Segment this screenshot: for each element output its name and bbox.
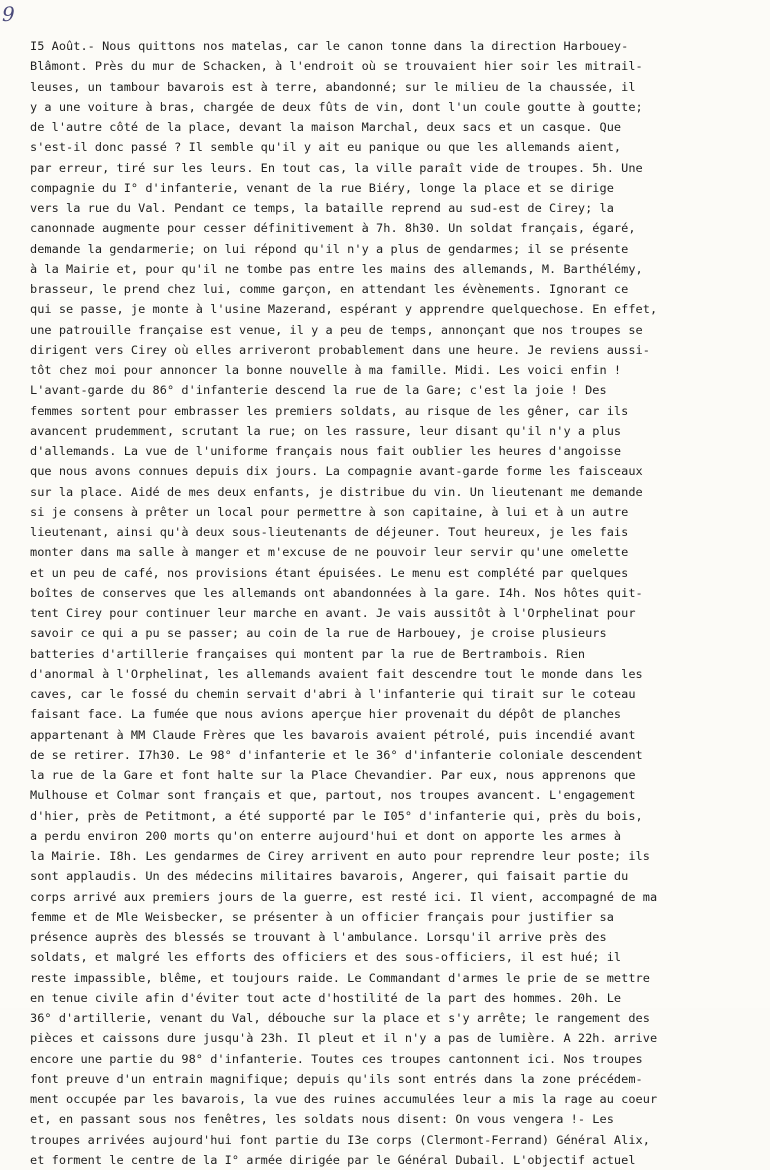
text-line: présence auprès des blessés se trouvant à l'ambulance. Lorsqu'il arrive près des: [30, 930, 607, 944]
text-line: soldats, et malgré les efforts des officiers et des sous-officiers, il est hué; il: [30, 950, 622, 965]
text-line: Blâmont. Près du mur de Schacken, à l'endroit où se trouvaient hier soir les mitrail-: [30, 59, 643, 74]
text-line: caves, car le fossé du chemin servait d'abri à l'infanterie qui tirait sur le coteau: [30, 687, 636, 701]
text-line: brasseur, le prend chez lui, comme garçon, en attendant les évènements. Ignorant ce: [30, 282, 629, 296]
text-line: en tenue civile afin d'éviter tout acte d'hostilité de la part des hommes. 20h. Le: [30, 990, 622, 1005]
text-line: et forment le centre de la I° armée dirigée par le Général Dubail. L'objectif actuel: [30, 1152, 636, 1167]
text-line: faisant face. La fumée que nous avions aperçue hier provenait du dépôt de planches: [30, 707, 622, 722]
text-line: font preuve d'un entrain magnifique; depuis qu'ils sont entrés dans la zone précédem-: [30, 1071, 643, 1086]
text-line: sur la place. Aidé de mes deux enfants, je distribue du vin. Un lieutenant me demande: [30, 484, 643, 499]
text-line: compagnie du I° d'infanterie, venant de la rue Biéry, longe la place et se dirige: [30, 180, 614, 195]
text-line: femmes sortent pour embrasser les premiers soldats, au risque de les gêner, car ils: [30, 403, 629, 418]
text-line: a perdu environ 200 morts qu'on enterre aujourd'hui et dont on apporte les armes à: [30, 828, 622, 843]
text-line: encore une partie du 98° d'infanterie. Toutes ces troupes cantonnent ici. Nos troupes: [30, 1051, 643, 1066]
text-line: appartenant à MM Claude Frères que les bavarois avaient pétrolé, puis incendié avant: [30, 727, 636, 742]
text-line: I5 Août.- Nous quittons nos matelas, car le canon tonne dans la direction Harbouey-: [30, 39, 629, 53]
text-line: s'est-il donc passé ? Il semble qu'il y ait eu panique ou que les allemands aient,: [30, 140, 622, 155]
text-line: pièces et caissons dure jusqu'à 23h. Il pleut et il n'y a pas de lumière. A 22h. arrive: [30, 1031, 658, 1046]
text-line: de se retirer. I7h30. Le 98° d'infanterie et le 36° d'infanterie coloniale descendent: [30, 747, 643, 762]
text-line: demande la gendarmerie; on lui répond qu'il n'y a plus de gendarmes; il se présente: [30, 241, 629, 256]
text-line: vers la rue du Val. Pendant ce temps, la bataille reprend au sud-est de Cirey; la: [30, 201, 614, 215]
text-line: tôt chez moi pour annoncer la bonne nouvelle à ma famille. Midi. Les voici enfin !: [30, 363, 622, 377]
text-line: la Mairie. I8h. Les gendarmes de Cirey arrivent en auto pour reprendre leur poste; ils: [30, 849, 650, 863]
text-line: troupes arrivées aujourd'hui font partie du I3e corps (Clermont-Ferrand) Général Alix,: [30, 1132, 650, 1147]
text-line: lieutenant, ainsi qu'à deux sous-lieutenants de déjeuner. Tout heureux, je les fais: [30, 525, 629, 539]
text-line: batteries d'artillerie françaises qui montent par la rue de Bertrambois. Rien: [30, 646, 586, 661]
text-line: y a une voiture à bras, chargée de deux fûts de vin, dont l'un coule goutte à goutte;: [30, 99, 643, 114]
text-line: Mulhouse et Colmar sont français et que, partout, nos troupes avancent. L'engagement: [30, 788, 636, 803]
text-line: L'avant-garde du 86° d'infanterie descend la rue de la Gare; c'est la joie ! Des: [30, 383, 607, 398]
text-line: ment occupée par les bavarois, la vue des ruines accumulées leur a mis la rage au coeur: [30, 1092, 658, 1106]
page-number: 9: [2, 2, 15, 26]
text-line: tent Cirey pour continuer leur marche en avant. Je vais aussitôt à l'Orphelinat pour: [30, 606, 636, 620]
text-line: d'hier, près de Petitmont, a été supporté par le I05° d'infanterie qui, près du bois,: [30, 808, 643, 823]
text-line: d'anormal à l'Orphelinat, les allemands avaient fait descendre tout le monde dans les: [30, 666, 643, 681]
text-line: dirigent vers Cirey où elles arriveront probablement dans une heure. Je reviens aussi-: [30, 342, 650, 357]
text-line: la rue de la Gare et font halte sur la Place Chevandier. Par eux, nous apprenons que: [30, 768, 636, 782]
text-line: sont applaudis. Un des médecins militaires bavarois, Angerer, qui faisait partie du: [30, 869, 629, 884]
text-line: avancent prudemment, scrutant la rue; on les rassure, leur disant qu'il n'y a plus: [30, 423, 622, 438]
text-line: boîtes de conserves que les allemands ont abandonnées à la gare. I4h. Nos hôtes quit-: [30, 585, 643, 600]
text-line: canonnade augmente pour cesser définitivement à 7h. 8h30. Un soldat français, égaré,: [30, 221, 636, 236]
text-line: monter dans ma salle à manger et m'excuse de ne pouvoir leur servir qu'une omelette: [30, 545, 629, 560]
text-line: reste impassible, blême, et toujours raide. Le Commandant d'armes le prie de se mettre: [30, 970, 650, 985]
text-line: savoir ce qui a pu se passer; au coin de la rue de Harbouey, je croise plusieurs: [30, 626, 607, 641]
text-line: leuses, un tambour bavarois est à terre, abandonné; sur le milieu de la chaussée, il: [30, 79, 636, 94]
text-line: femme et de Mle Weisbecker, se présenter à un officier français pour justifier sa: [30, 909, 614, 924]
text-line: de l'autre côté de la place, devant la maison Marchal, deux sacs et un casque. Que: [30, 120, 622, 134]
text-line: qui se passe, je monte à l'usine Mazerand, espérant y apprendre quelquechose. En effet,: [30, 302, 658, 317]
text-line: d'allemands. La vue de l'uniforme français nous fait oublier les heures d'angoisse: [30, 444, 622, 458]
text-line: à la Mairie et, pour qu'il ne tombe pas entre les mains des allemands, M. Barthélémy,: [30, 261, 643, 276]
text-line: si je consens à prêter un local pour permettre à son capitaine, à lui et à un autre: [30, 504, 629, 519]
text-line: par erreur, tiré sur les leurs. En tout cas, la ville paraît vide de troupes. 5h. Une: [30, 160, 643, 175]
text-line: que nous avons connues depuis dix jours. La compagnie avant-garde forme les faisceaux: [30, 464, 643, 479]
diary-text-block: [30, 36, 752, 1170]
text-line: et, en passant sous nos fenêtres, les soldats nous disent: On vous vengera !- Les: [30, 1112, 614, 1127]
text-line: 36° d'artillerie, venant du Val, débouche sur la place et s'y arrête; le rangement des: [30, 1011, 650, 1025]
text-line: et un peu de café, nos provisions étant épuisées. Le menu est complété par quelques: [30, 565, 629, 580]
text-line: corps arrivé aux premiers jours de la guerre, est resté ici. Il vient, accompagné de ma: [30, 889, 658, 904]
text-line: une patrouille française est venue, il y a peu de temps, annonçant que nos troupes se: [30, 322, 643, 337]
